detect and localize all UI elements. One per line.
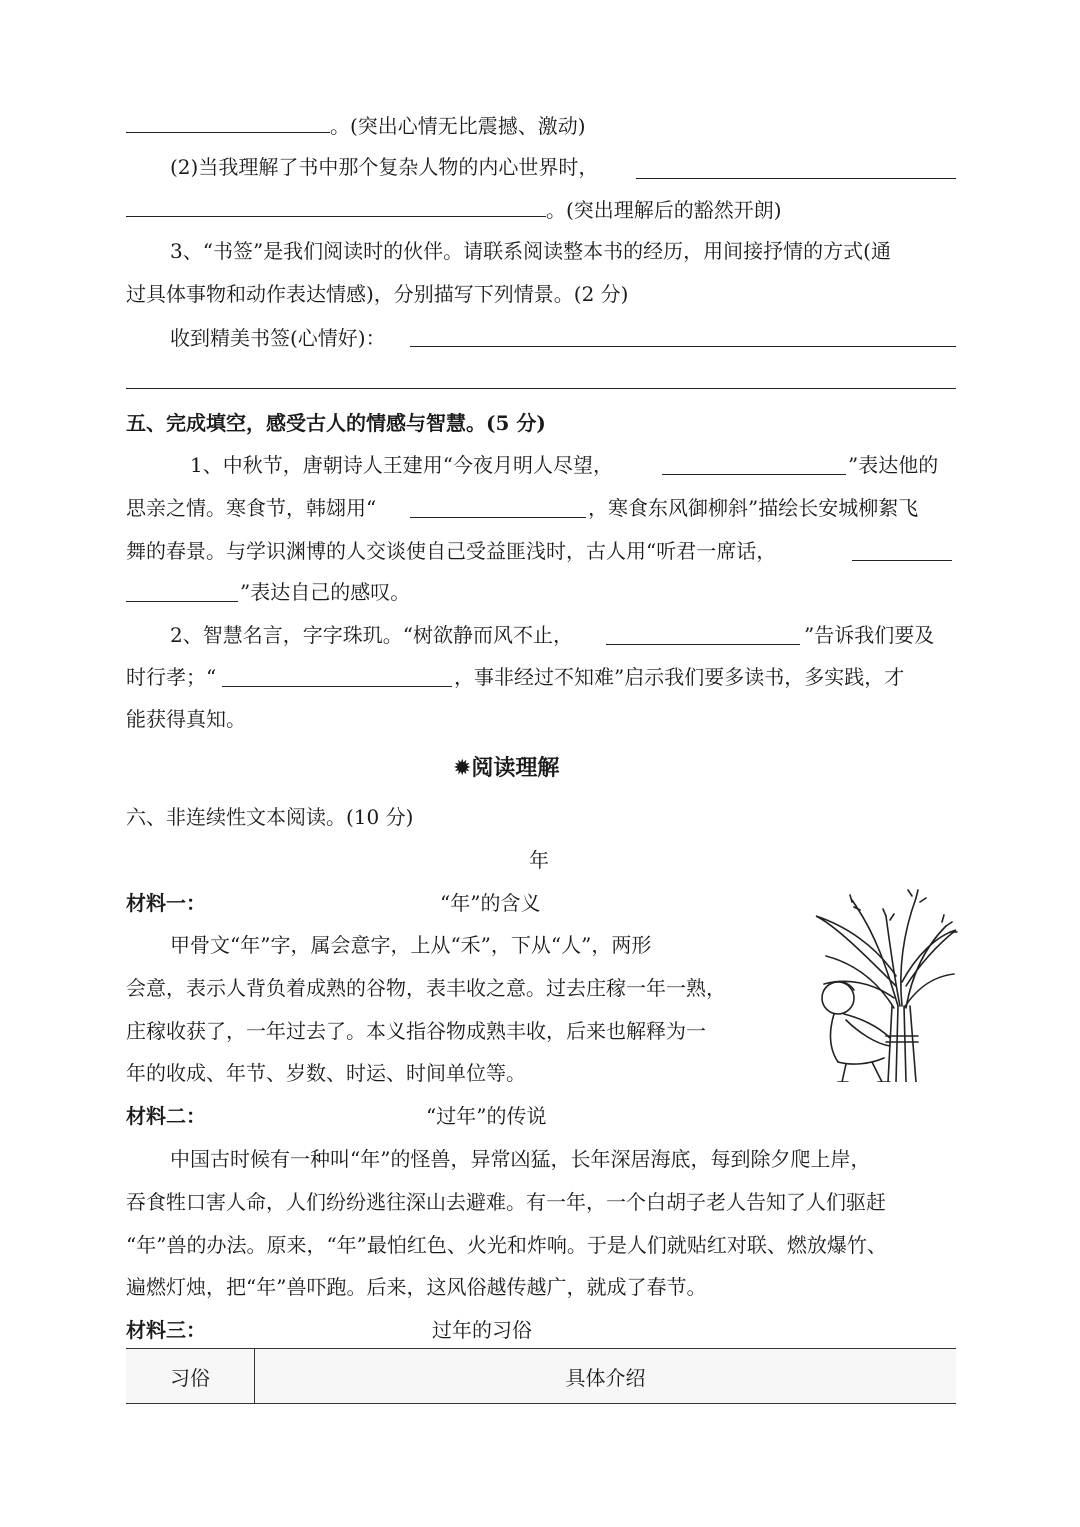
answer-blank[interactable] [126, 112, 330, 133]
s5-p5-b: ”告诉我们要及 [804, 623, 935, 647]
material1-line: 甲骨文“年”字，属会意字，上从“禾”，下从“人”，两形 [170, 933, 652, 957]
table-header-custom: 习俗 [126, 1349, 255, 1403]
s5-p6-b: ，事非经过不知难”启示我们要多读书，多实践，才 [454, 665, 905, 689]
material3-label: 材料三： [126, 1318, 206, 1342]
material1-line: 庄稼收获了，一年过去了。本义指谷物成熟丰收，后来也解释为一 [126, 1019, 706, 1043]
answer-blank-line[interactable] [222, 686, 452, 687]
answer-blank-line[interactable] [410, 517, 586, 518]
section5-heading: 五、完成填空，感受古人的情感与智慧。(5 分) [126, 411, 546, 435]
s5-p6-a: 时行孝；“ [126, 665, 217, 689]
material2-line: 吞食牲口害人命，人们纷纷逃往深山去避难。有一年，一个白胡子老人告知了人们驱赶 [126, 1190, 886, 1214]
answer-blank-line[interactable] [606, 644, 800, 645]
material2-line: 遍燃灯烛，把“年”兽吓跑。后来，这风俗越传越广，就成了春节。 [126, 1275, 707, 1299]
material1-line: 会意，表示人背负着成熟的谷物，表丰收之意。过去庄稼一年一熟， [126, 976, 726, 1000]
s5-p4-b: ”表达自己的感叹。 [240, 580, 411, 604]
s5-p1-a: 1、中秋节，唐朝诗人王建用“今夜月明人尽望， [190, 453, 613, 477]
q4-line2 [170, 154, 598, 180]
material2-line: 中国古时候有一种叫“年”的怪兽，异常凶猛，长年深居海底，每到除夕爬上岸， [170, 1147, 871, 1171]
q4-line1-note: 。(突出心情无比震撼、激动) [330, 114, 586, 138]
answer-blank-line[interactable] [410, 346, 956, 347]
customs-table-header [126, 1348, 956, 1404]
material3-title: 过年的习俗 [432, 1318, 532, 1342]
s5-p1-b: ”表达他的 [848, 453, 939, 477]
answer-blank-line[interactable] [126, 388, 956, 389]
q4-line3 [126, 196, 782, 223]
article-title: 年 [529, 848, 549, 872]
answer-blank[interactable] [126, 196, 546, 217]
material1-label: 材料一： [126, 891, 206, 915]
answer-blank-line[interactable] [662, 474, 846, 475]
s5-p2-b: ，寒食东风御柳斜”描绘长安城柳絮飞 [588, 496, 919, 520]
material2-label: 材料二： [126, 1104, 206, 1128]
reading-section-title: ✹阅读理解 [453, 756, 560, 781]
s5-p2-a: 思亲之情。寒食节，韩翃用“ [126, 496, 377, 520]
answer-blank-line[interactable] [126, 601, 238, 602]
material1-line: 年的收成、年节、岁数、时运、时间单位等。 [126, 1061, 526, 1085]
answer-blank-line[interactable] [852, 560, 952, 561]
s5-p7: 能获得真知。 [126, 707, 246, 731]
q3-line2: 过具体事物和动作表达情感)，分别描写下列情景。(2 分) [126, 282, 629, 306]
q3-line1: 3、“书签”是我们阅读时的伙伴。请联系阅读整本书的经历，用间接抒情的方式(通 [170, 239, 891, 263]
q3-prompt: 收到精美书签(心情好)： [170, 326, 386, 350]
table-header-description: 具体介绍 [565, 1365, 646, 1390]
q4-line1 [126, 112, 586, 139]
material2-line: “年”兽的办法。原来，“年”最怕红色、火光和炸响。于是人们就贴红对联、燃放爆竹、 [126, 1233, 887, 1257]
s5-p3-a: 舞的春景。与学识渊博的人交谈使自己受益匪浅时，古人用“听君一席话， [126, 539, 777, 563]
answer-blank-line[interactable] [636, 178, 956, 179]
q4-line2-text: (2)当我理解了书中那个复杂人物的内心世界时， [170, 155, 599, 179]
s5-line1 [190, 452, 613, 478]
q4-line3-note: 。(突出理解后的豁然开朗) [546, 198, 782, 222]
farmer-carrying-grain-illustration [786, 886, 958, 1082]
section6-heading: 六、非连续性文本阅读。(10 分) [126, 805, 414, 829]
material1-title: “年”的含义 [440, 891, 541, 915]
s5-p5-a: 2、智慧名言，字字珠玑。“树欲静而风不止， [170, 623, 573, 647]
material2-title: “过年”的传说 [426, 1104, 547, 1128]
